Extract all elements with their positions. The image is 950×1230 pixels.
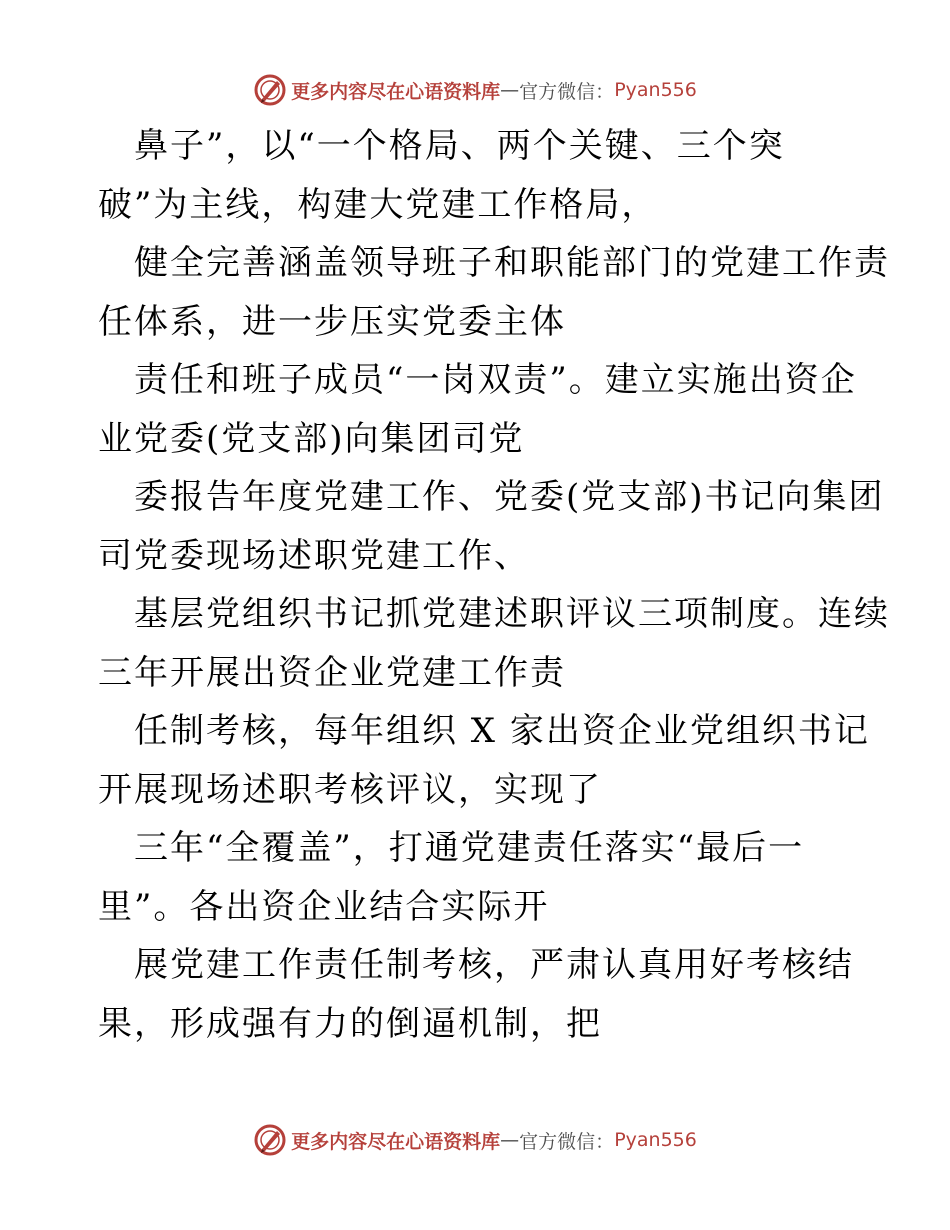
document-body xyxy=(98,117,890,1053)
text-line: 果，形成强有力的倒逼机制，把 xyxy=(98,1003,602,1044)
brand-text: 更多内容尽在心语资料库 xyxy=(291,80,501,103)
text-line: 开展现场述职考核评议，实现了 xyxy=(98,769,602,810)
header-banner xyxy=(0,68,950,112)
text-line: 业党委(党支部)向集团司党 xyxy=(98,418,525,459)
banner-dash: — xyxy=(500,79,520,101)
banner-dash: — xyxy=(500,1129,520,1151)
wechat-id: Pyan556 xyxy=(614,1129,697,1151)
text-line: 健全完善涵盖领导班子和职能部门的党建工作责 xyxy=(134,243,890,283)
text-line: 三年“全覆盖”，打通党建责任落实“最后一 xyxy=(134,828,805,868)
footer-banner xyxy=(0,1118,950,1162)
pen-circle-logo-icon xyxy=(253,1123,287,1157)
text-line: 鼻子”，以“一个格局、两个关键、三个突 xyxy=(134,126,785,166)
wechat-id: Pyan556 xyxy=(614,79,697,101)
text-line: 任体系，进一步压实党委主体 xyxy=(98,301,566,342)
text-line: 基层党组织书记抓党建述职评议三项制度。连续 xyxy=(134,594,890,634)
text-line: 任制考核，每年组织 X 家出资企业党组织书记 xyxy=(134,711,870,751)
brand-text: 更多内容尽在心语资料库 xyxy=(291,1130,501,1153)
text-line: 里”。各出资企业结合实际开 xyxy=(98,886,550,927)
pen-circle-logo-icon xyxy=(253,73,287,107)
text-line: 责任和班子成员“一岗双责”。建立实施出资企 xyxy=(134,360,857,400)
text-line: 展党建工作责任制考核，严肃认真用好考核结 xyxy=(134,945,854,985)
official-label: 官方微信： xyxy=(519,80,615,103)
official-label: 官方微信： xyxy=(519,1130,615,1153)
text-line: 三年开展出资企业党建工作责 xyxy=(98,652,566,693)
text-line: 委报告年度党建工作、党委(党支部)书记向集团 xyxy=(134,477,885,517)
text-line: 破”为主线，构建大党建工作格局， xyxy=(98,184,658,225)
text-line: 司党委现场述职党建工作、 xyxy=(98,535,530,576)
